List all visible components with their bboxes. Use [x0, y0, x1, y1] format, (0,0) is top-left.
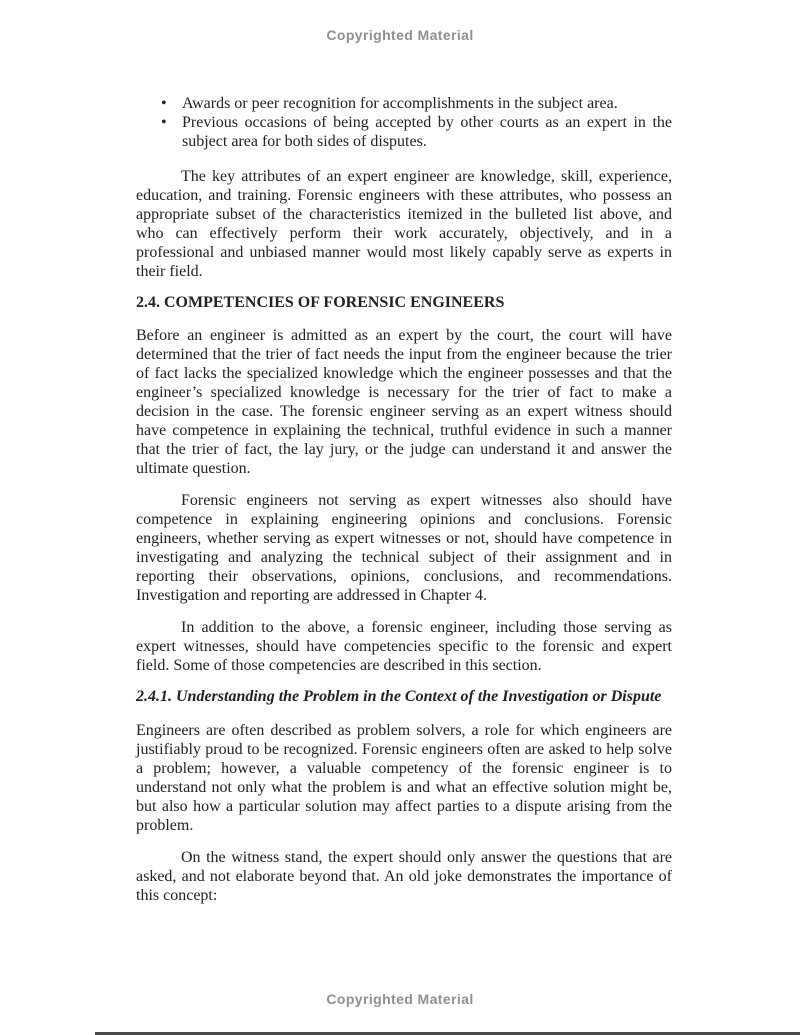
section-heading-2-4-1: 2.4.1. Understanding the Problem in the Context of the Investigation or Dispute: [136, 688, 662, 705]
bullet-item-previous-occasions: • Previous occasions of being accepted by other courts as an expert in the subject area for both sides of disputes.: [136, 113, 672, 151]
page-body-text: [136, 94, 672, 905]
paragraph-witness-stand: On the witness stand, the expert should only answer the questions that are asked, and not elaborate beyond that. An old joke demonstrates the importance of this concept:: [136, 848, 672, 904]
copyright-watermark-top: Copyrighted Material: [326, 27, 474, 43]
copyright-watermark-bottom: Copyrighted Material: [326, 991, 474, 1007]
qualifications-bullet-list: [136, 94, 672, 151]
bullet-item-awards: • Awards or peer recognition for accomplishments in the subject area.: [136, 94, 672, 113]
paragraph-in-addition: In addition to the above, a forensic engineer, including those serving as expert witnesses, should have competencies specific to the forensic and expert field. Some of those competencies are described in this section.: [136, 619, 672, 674]
paragraph-forensic-engineers-not-serving: Forensic engineers not serving as expert witnesses also should have competence in explaining engineering opinions and conclusions. Forensic engineers, whether serving as expert witnesses or not, should have competence in investigating and analyzing the technical subject of their assignment and in reporting their observations, opinions, conclusions, and recommendations. Investigation and reporting are addressed in Chapter 4.: [136, 492, 672, 604]
paragraph-engineers-problem-solvers: Engineers are often described as problem solvers, a role for which engineers are justifiably proud to be recognized. Forensic engineers often are asked to help solve a problem; however, a valuable competency of the forensic engineer is to understand not only what the problem is and what an effective solution might be, but also how a particular solution may affect parties to a dispute arising from the problem.: [136, 721, 672, 834]
section-heading-2-4: 2.4. COMPETENCIES OF FORENSIC ENGINEERS: [136, 294, 505, 311]
paragraph-before-an-engineer: Before an engineer is admitted as an expert by the court, the court will have determined that the trier of fact needs the input from the engineer because the trier of fact lacks the specialized knowledge which the engineer possesses and that the engineer’s specialized knowledge is necessary for the trier of fact to make a decision in the case. The forensic engineer serving as an expert witness should have competence in explaining the technical, truthful evidence in such a manner that the trier of fact, the lay jury, or the judge can understand it and answer the ultimate question.: [136, 327, 672, 477]
paragraph-key-attributes: The key attributes of an expert engineer are knowledge, skill, experience, education, and training. Forensic engineers with these attributes, who possess an appropriate subset of the characteristics itemized in the bulleted list above, and who can effectively perform their work accurately, objectively, and in a professional and unbiased manner would most likely capably serve as experts in their field.: [136, 168, 672, 280]
